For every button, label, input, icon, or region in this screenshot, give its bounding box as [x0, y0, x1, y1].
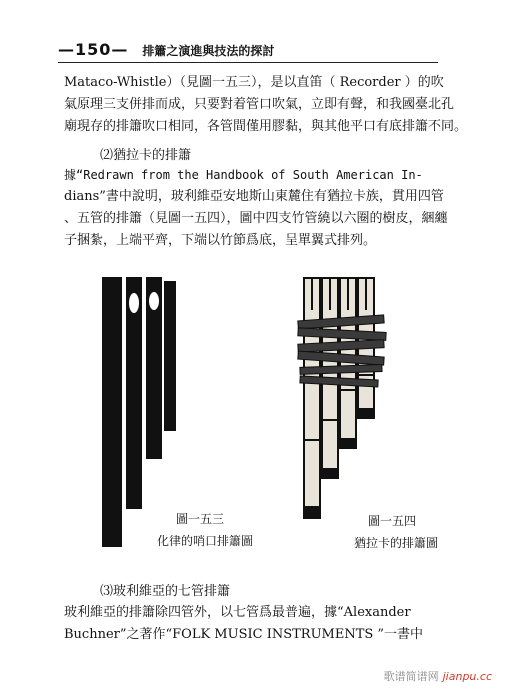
pipe-shortest [164, 281, 176, 431]
paragraph-3-line: Buchner”之著作“FOLK MUSIC INSTRUMENTS ”一書中 [64, 627, 424, 642]
pipe-long [102, 277, 122, 547]
paragraph-2-line: 據“Redrawn from the Handbook of South American In- [64, 168, 423, 182]
figure-154-illustration [290, 270, 400, 530]
mouth-hole [129, 293, 139, 313]
paragraph-2-line: 、五管的排簫（見圖一五四），圖中四支竹管繞以六圈的樹皮，綑纏 [64, 211, 448, 226]
paragraph-1-line: 廟現存的排簫吹口相同，各管間僅用膠黏，與其他平口有底排簫不同。 [64, 119, 468, 134]
watermark [384, 668, 492, 684]
subheading-yuracare: ⑵猶拉卡的排簫 [100, 148, 192, 163]
figure-154-number: 圖一五四 [367, 514, 416, 528]
page-header [58, 40, 438, 63]
figure-153-caption: 化律的哨口排簫圖 [156, 534, 253, 548]
page-number: —150— [58, 40, 129, 59]
paragraph-2-line: dians”書中說明，玻利維亞安地斯山東麓住有猶拉卡族，貫用四管 [64, 189, 444, 204]
mouth-hole [149, 292, 159, 310]
figure-153-illustration [100, 275, 180, 550]
paragraph-3 [64, 602, 472, 646]
paragraph-1 [64, 72, 472, 138]
subheading-bolivia: ⑶玻利維亞的七管排簫 [100, 584, 231, 599]
paragraph-2 [64, 164, 472, 252]
paragraph-1-line: 氣原理三支併排而成，只要對着管口吹氣，立即有聲，和我國臺北孔 [64, 97, 455, 112]
bamboo-pipe-1 [304, 278, 320, 518]
running-title: 排簫之演進與技法的探討 [142, 44, 275, 58]
figure-153-number: 圖一五三 [175, 512, 224, 526]
paragraph-2-line: 子捆紮，上端平齊，下端以竹節爲底，呈單翼式排列。 [64, 233, 377, 248]
paragraph-1-line: Mataco-Whistle）（見圖一五三），是以直笛（ Recorder ）的吹 [64, 75, 444, 90]
watermark-url: jianpu.cc [442, 670, 492, 683]
paragraph-3-line: 玻利維亞的排簫除四管外，以七管爲最普遍，據“Alexander [64, 605, 411, 620]
watermark-text: 歌谱简谱网 [383, 670, 439, 683]
figure-154-caption: 猶拉卡的排簫圖 [353, 536, 438, 550]
